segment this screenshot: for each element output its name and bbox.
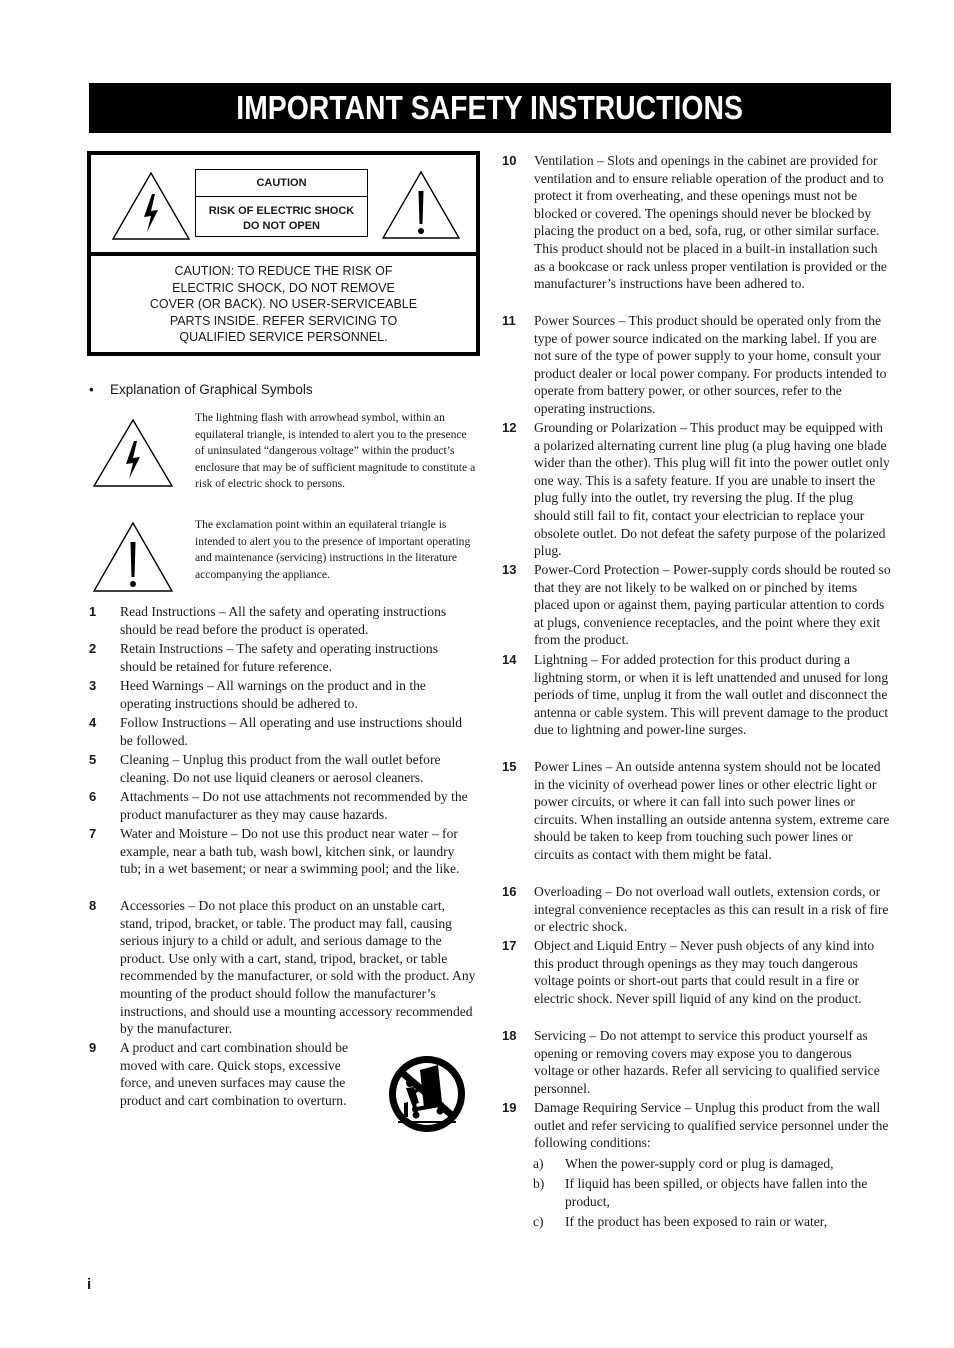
caution-panel <box>87 151 480 356</box>
item-number: 17 <box>502 938 517 953</box>
caution-label-line1: RISK OF ELECTRIC SHOCK <box>208 205 355 217</box>
item-number: 12 <box>502 420 517 435</box>
caution-label <box>195 169 368 237</box>
exclamation-triangle-icon <box>380 169 462 241</box>
item-text: Cleaning – Unplug this product from the wall outlet before cleaning. Do not use liquid cleaners or aerosol cleaners. <box>120 752 441 785</box>
item-number: 18 <box>502 1028 517 1043</box>
item-text: Power Lines – An outside antenna system should not be located in the vicinity of overhead power lines or other electric light or power circuits, or where it can fall into such power lines or circuits. When installing an outside antenna system, extreme care should be taken to keep from touching such power lines or circuits as contact with them might be fatal. <box>534 759 890 862</box>
page-title: IMPORTANT SAFETY INSTRUCTIONS <box>236 89 744 126</box>
item-number: 10 <box>502 153 517 168</box>
condition-letter: c) <box>533 1214 544 1229</box>
item-text: Ventilation – Slots and openings in the cabinet are provided for ventilation and to ensure reliable operation of the product and to protect it from overheating, and these openings must not be blocked or covered. The openings should never be blocked by placing the product on a bed, sofa, rug, or other similar surface. This product should not be placed in a built-in installation such as a bookcase or rack unless proper ventilation is provided or the manufacturer’s instructions have been adhered to. <box>534 153 887 292</box>
exclamation-explanation: The exclamation point within an equilateral triangle is intended to alert you to the presence of important operating and maintenance (servicing) instructions in the literature accompanying the appliance. <box>195 518 471 581</box>
item-number: 13 <box>502 562 517 577</box>
item-number: 15 <box>502 759 517 774</box>
condition-text: If liquid has been spilled, or objects have fallen into the product, <box>565 1176 868 1209</box>
caution-label-line2: DO NOT OPEN <box>242 220 320 232</box>
item-text: Read Instructions – All the safety and operating instructions should be read before the product is operated. <box>120 604 447 637</box>
caution-text-line: CAUTION: TO REDUCE THE RISK OF <box>174 264 393 278</box>
item-number: 1 <box>89 604 97 619</box>
item-number: 5 <box>89 752 97 767</box>
item-text: Retain Instructions – The safety and operating instructions should be retained for future reference. <box>120 641 438 674</box>
item-number: 6 <box>89 789 97 804</box>
item-number: 14 <box>502 652 517 667</box>
item-text: Grounding or Polarization – This product may be equipped with a polarized alternating current line plug (a plug having one blade wider than the other). This plug will fit into the power outlet only one way. This is a safety feature. If you are unable to insert the plug fully into the outlet, try reversing the plug. If the plug should still fail to fit, contact your electrician to replace your obsolete outlet. Do not defeat the safety purpose of the polarized plug. <box>534 420 890 559</box>
condition-letter: a) <box>533 1156 544 1171</box>
item-text: Accessories – Do not place this product on an unstable cart, stand, tripod, bracket, or table. The product may fall, causing serious injury to a child or adult, and serious damage to the product. Use only with a cart, stand, tripod, bracket, or table recommended by the manufacturer, or sold with the product. Any mounting of the product should follow the manufacturer’s instructions, and should use a mounting accessory recommended by the manufacturer. <box>120 898 476 1037</box>
item-text: Overloading – Do not overload wall outlets, extension cords, or integral convenience receptacles as this can result in a risk of fire or electric shock. <box>534 884 889 935</box>
symbols-heading <box>89 382 313 397</box>
item-text: Water and Moisture – Do not use this product near water – for example, near a bath tub, wash bowl, kitchen sink, or laundry tub; in a wet basement; or near a swimming pool; and the like. <box>120 826 460 877</box>
item-text: Follow Instructions – All operating and use instructions should be followed. <box>120 715 463 748</box>
item-number: 7 <box>89 826 97 841</box>
item-text: Power Sources – This product should be operated only from the type of power source indicated on the marking label. If you are not sure of the type of power supply to your home, consult your product dealer or local power company. For products intended to operate from battery power, or other sources, refer to the operating instructions. <box>534 313 887 416</box>
item-text: Power-Cord Protection – Power-supply cords should be routed so that they are not likely to be walked on or pinched by items placed upon or against them, paying particular attention to cords at plugs, convenience receptacles, and the point where they exit from the product. <box>534 562 891 648</box>
caution-label-bottom <box>196 197 367 234</box>
item-text: A product and cart combination should be moved with care. Quick stops, excessive force, and uneven surfaces may cause the product and cart combination to overturn. <box>120 1040 349 1108</box>
symbols-heading-text: Explanation of Graphical Symbols <box>110 382 313 397</box>
caution-text <box>91 263 476 346</box>
exclamation-triangle-icon <box>90 520 176 594</box>
bullet: • <box>89 382 94 397</box>
caution-label-top: CAUTION <box>196 170 367 197</box>
caution-text-line: QUALIFIED SERVICE PERSONNEL. <box>179 330 388 345</box>
item-text: Attachments – Do not use attachments not recommended by the product manufacturer as they may cause hazards. <box>120 789 468 822</box>
item-number: 11 <box>502 313 516 328</box>
lightning-explanation: The lightning flash with arrowhead symbol, within an equilateral triangle, is intended to alert you to the presence of uninsulated “dangerous voltage” within the product’s enclosure that may be of sufficient magnitude to constitute a risk of electric shock to persons. <box>195 411 476 491</box>
item-number: 3 <box>89 678 97 693</box>
condition-text: When the power-supply cord or plug is damaged, <box>565 1156 834 1171</box>
lightning-triangle-icon <box>90 417 176 489</box>
cart-tip-over-icon <box>386 1053 468 1135</box>
condition-text: If the product has been exposed to rain or water, <box>565 1214 828 1229</box>
page-title-banner <box>89 83 891 133</box>
caution-panel-top <box>91 155 476 256</box>
item-number: 8 <box>89 898 97 913</box>
caution-text-line: ELECTRIC SHOCK, DO NOT REMOVE <box>172 280 395 295</box>
caution-text-line: PARTS INSIDE. REFER SERVICING TO <box>169 313 398 328</box>
item-text: Damage Requiring Service – Unplug this product from the wall outlet and refer servicing to qualified service personnel under the following conditions: <box>534 1100 889 1151</box>
lightning-triangle-icon <box>110 170 192 242</box>
caution-text-line: COVER (OR BACK). NO USER-SERVICEABLE <box>149 297 418 312</box>
item-text: Heed Warnings – All warnings on the product and in the operating instructions should be adhered to. <box>120 678 426 711</box>
item-number: 16 <box>502 884 517 899</box>
item-number: 19 <box>502 1100 517 1115</box>
item-number: 4 <box>89 715 97 730</box>
page-number: i <box>87 1276 92 1293</box>
item-number: 2 <box>89 641 97 656</box>
item-text: Object and Liquid Entry – Never push objects of any kind into this product through openings as they may touch dangerous voltage points or short-out parts that could result in a fire or electric shock. Never spill liquid of any kind on the product. <box>534 938 875 1006</box>
item-text: Lightning – For added protection for this product during a lightning storm, or when it is left unattended and unused for long periods of time, unplug it from the wall outlet and disconnect the antenna or cable system. This will prevent damage to the product due to lightning and power-line surges. <box>534 652 889 738</box>
item-number: 9 <box>89 1040 97 1055</box>
condition-letter: b) <box>533 1176 545 1191</box>
item-text: Servicing – Do not attempt to service this product yourself as opening or removing covers may expose you to dangerous voltage or other hazards. Refer all servicing to qualified service personnel. <box>534 1028 880 1096</box>
